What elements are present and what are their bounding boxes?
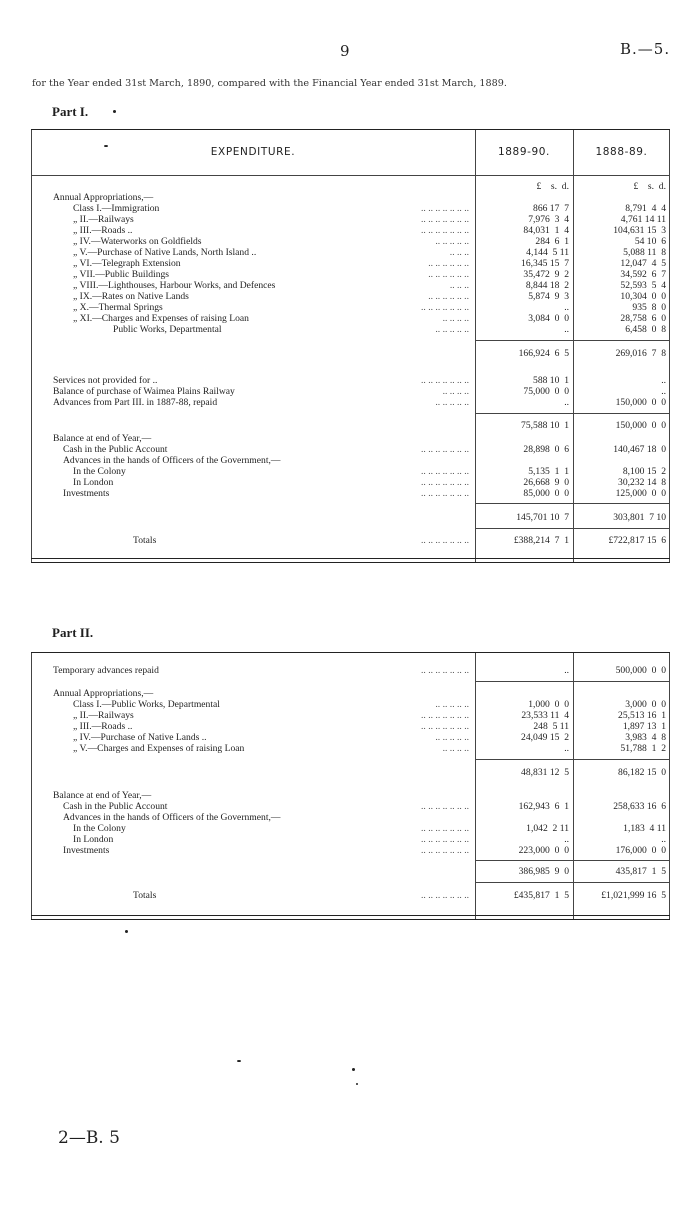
table-row [31,732,670,743]
row-label: Advances in the hands of Officers of the Government,— [63,812,281,823]
amount-1888-89: 52,593 5 4 [620,280,666,291]
table-row [31,710,670,721]
table-row [31,433,670,444]
amount-1888-89: 435,817 1 5 [615,866,666,877]
table-row [31,313,670,324]
amount-1889-90: 145,701 10 7 [516,512,569,523]
amount-1888-89: .. [661,386,666,397]
leader-dots: .. .. .. .. .. .. .. [421,665,469,676]
leader-dots: .. .. .. .. .. .. .. [421,203,469,214]
amount-1889-90: 1,042 2 11 [526,823,569,834]
amount-1889-90: 162,943 6 1 [518,801,569,812]
amount-1888-89: 140,467 18 0 [613,444,666,455]
table-row [31,801,670,812]
amount-1888-89: .. [661,375,666,386]
amount-1889-90: £435,817 1 5 [513,890,569,901]
subtotal-rule [475,759,669,760]
row-label: In the Colony [73,823,126,834]
paper-speck [113,110,116,113]
leader-dots: .. .. .. .. .. [435,324,469,335]
amount-1888-89: £1,021,999 16 5 [601,890,666,901]
page-footer: 2—B. 5 [58,1128,120,1148]
amount-1889-90: 5,135 1 1 [528,466,569,477]
row-label: Annual Appropriations,— [53,688,154,699]
amount-1888-89: 5,088 11 8 [623,247,666,258]
leader-dots: .. .. .. .. .. .. .. [421,375,469,386]
leader-dots: .. .. .. .. .. .. .. [421,225,469,236]
leader-dots: .. .. .. [449,280,469,291]
amount-1889-90: 248 5 11 [533,721,569,732]
table-row [31,302,670,313]
year-1888-89-header: 1888-89. [595,145,648,158]
row-label: „ II.—Railways [73,214,134,225]
table-row [31,665,670,676]
row-label: „ VI.—Telegraph Extension [73,258,181,269]
currency-units: £ s. d. [633,181,666,192]
row-label: Class I.—Immigration [73,203,160,214]
amount-1889-90: 166,924 6 5 [518,348,569,359]
row-label: Balance at end of Year,— [53,433,152,444]
paper-speck [352,1068,355,1071]
table-row [31,247,670,258]
amount-1889-90: .. [564,397,569,408]
row-label: „ III.—Roads .. [73,721,133,732]
amount-1888-89: 10,304 0 0 [620,291,666,302]
table-row [31,699,670,710]
subtotal-rule [475,860,669,861]
table-row [31,743,670,754]
amount-1889-90: £388,214 7 1 [513,535,569,546]
row-label: Totals [133,890,157,901]
paper-speck [237,1060,241,1062]
leader-dots: .. .. .. .. .. .. .. [421,710,469,721]
table-row [31,375,670,386]
amount-1889-90: 75,588 10 1 [521,420,569,431]
amount-1888-89: 28,758 6 0 [620,313,666,324]
amount-1889-90: 284 6 1 [535,236,569,247]
amount-1889-90: .. [564,743,569,754]
expenditure-column-header: EXPENDITURE. [210,145,296,158]
leader-dots: .. .. .. .. .. .. .. [421,845,469,856]
amount-1888-89: 269,016 7 8 [615,348,666,359]
leader-dots: .. .. .. .. .. [435,397,469,408]
subtotal-rule [475,882,669,883]
table-row [31,845,670,856]
page-caption: for the Year ended 31st March, 1890, compared with the Financial Year ended 31st March, 1889. [32,78,507,89]
leader-dots: .. .. .. .. .. .. .. [421,823,469,834]
row-label: „ III.—Roads .. [73,225,133,236]
table-row [31,225,670,236]
amount-1888-89: £722,817 15 6 [608,535,666,546]
amount-1889-90: 75,000 0 0 [523,386,569,397]
leader-dots: .. .. .. .. .. [435,699,469,710]
row-label: Annual Appropriations,— [53,192,154,203]
table-row [31,535,670,546]
table-row [31,258,670,269]
amount-1888-89: 34,592 6 7 [620,269,666,280]
amount-1889-90: .. [564,665,569,676]
amount-1889-90: .. [564,324,569,335]
table-row [31,203,670,214]
row-label: Balance at end of Year,— [53,790,152,801]
amount-1888-89: 54 10 6 [634,236,666,247]
page-number: 9 [340,42,350,60]
amount-1889-90: 3,084 0 0 [528,313,569,324]
table-row [31,834,670,845]
row-label: Totals [133,535,157,546]
amount-1888-89: 258,633 16 6 [613,801,666,812]
table-row [31,512,670,523]
table-row [31,812,670,823]
amount-1889-90: 85,000 0 0 [523,488,569,499]
paper-speck [356,1083,358,1085]
amount-1889-90: 24,049 15 2 [521,732,569,743]
row-label: „ XI.—Charges and Expenses of raising Loan [73,313,249,324]
amount-1889-90: 23,533 11 4 [521,710,569,721]
row-label: Advances in the hands of Officers of the Government,— [63,455,281,466]
amount-1888-89: 86,182 15 0 [618,767,666,778]
amount-1888-89: 1,183 4 11 [623,823,666,834]
row-label: „ V.—Charges and Expenses of raising Loan [73,743,245,754]
leader-dots: .. .. .. .. .. .. .. [421,302,469,313]
table-row [31,269,670,280]
row-label: „ V.—Purchase of Native Lands, North Island .. [73,247,257,258]
table-row [31,767,670,778]
amount-1888-89: 125,000 0 0 [615,488,666,499]
table-row [31,477,670,488]
row-label: „ X.—Thermal Springs [73,302,163,313]
table-row [31,790,670,801]
subtotal-rule [475,340,669,341]
table-row [31,721,670,732]
part-one-title: Part I. [52,104,89,119]
expenditure-table-part-two [31,652,670,920]
row-label: „ II.—Railways [73,710,134,721]
row-label: „ IV.—Purchase of Native Lands .. [73,732,207,743]
subtotal-rule [475,503,669,504]
amount-1888-89: 1,897 13 1 [622,721,666,732]
leader-dots: .. .. .. .. .. .. [428,269,469,280]
table-row [31,291,670,302]
subtotal-rule [475,528,669,529]
row-label: Balance of purchase of Waimea Plains Railway [53,386,235,397]
leader-dots: .. .. .. .. .. [435,732,469,743]
amount-1888-89: 935 8 0 [632,302,666,313]
currency-units: £ s. d. [536,181,569,192]
row-label: In London [73,477,114,488]
amount-1889-90: 84,031 1 4 [523,225,569,236]
amount-1888-89: 30,232 14 8 [618,477,666,488]
table-row [31,214,670,225]
part-two-title: Part II. [52,625,94,640]
table-row [31,324,670,335]
table-row [31,455,670,466]
table-row [31,488,670,499]
table-row [31,348,670,359]
amount-1888-89: 150,000 0 0 [615,397,666,408]
leader-dots: .. .. .. .. .. .. [428,291,469,302]
amount-1889-90: 8,844 18 2 [525,280,569,291]
table-row [31,688,670,699]
row-label: Investments [63,488,110,499]
row-label: In the Colony [73,466,126,477]
amount-1889-90: 866 17 7 [533,203,569,214]
expenditure-table-part-one [31,129,670,563]
amount-1888-89: 12,047 4 5 [620,258,666,269]
subtotal-rule [475,413,669,414]
paper-speck [125,930,128,933]
leader-dots: .. .. .. .. [442,743,469,754]
amount-1888-89: 3,000 0 0 [625,699,666,710]
amount-1888-89: 51,788 1 2 [620,743,666,754]
leader-dots: .. .. .. .. [442,313,469,324]
amount-1888-89: 8,791 4 4 [625,203,666,214]
row-label: In London [73,834,114,845]
amount-1889-90: .. [564,834,569,845]
year-1889-90-header: 1889-90. [497,145,550,158]
amount-1889-90: 386,985 9 0 [518,866,569,877]
subtotal-rule [475,681,669,682]
table-row [31,236,670,247]
amount-1889-90: 4,144 5 11 [526,247,569,258]
leader-dots: .. .. .. .. .. .. .. [421,535,469,546]
row-label: Cash in the Public Account [63,801,168,812]
leader-dots: .. .. .. .. .. .. .. [421,466,469,477]
amount-1889-90: 35,472 9 2 [523,269,569,280]
table-row [31,444,670,455]
row-label: Class I.—Public Works, Departmental [73,699,220,710]
leader-dots: .. .. .. .. .. .. .. [421,721,469,732]
leader-dots: .. .. .. .. .. .. .. [421,801,469,812]
row-label: Advances from Part III. in 1887-88, repaid [53,397,218,408]
leader-dots: .. .. .. .. .. .. .. [421,477,469,488]
amount-1888-89: 303,801 7 10 [613,512,666,523]
amount-1888-89: 8,100 15 2 [622,466,666,477]
amount-1889-90: 7,976 3 4 [528,214,569,225]
amount-1888-89: 500,000 0 0 [615,665,666,676]
amount-1889-90: 223,000 0 0 [518,845,569,856]
table-row [31,890,670,901]
amount-1889-90: 28,898 0 6 [523,444,569,455]
amount-1888-89: 25,513 16 1 [618,710,666,721]
amount-1889-90: .. [564,302,569,313]
leader-dots: .. .. .. .. .. .. [428,258,469,269]
amount-1888-89: 3,983 4 8 [625,732,666,743]
leader-dots: .. .. .. .. .. .. .. [421,834,469,845]
table-row [31,866,670,877]
row-label: Public Works, Departmental [113,324,222,335]
amount-1889-90: 5,874 9 3 [528,291,569,302]
table-header [31,130,670,176]
row-label: Temporary advances repaid [53,665,159,676]
document-reference: B.—5. [620,40,671,58]
amount-1888-89: 4,761 14 11 [620,214,666,225]
amount-1888-89: 6,458 0 8 [625,324,666,335]
leader-dots: .. .. .. .. .. .. .. [421,444,469,455]
amount-1888-89: .. [661,834,666,845]
row-label: „ VII.—Public Buildings [73,269,170,280]
leader-dots: .. .. .. .. .. .. .. [421,488,469,499]
leader-dots: .. .. .. .. .. .. .. [421,890,469,901]
row-label: „ IX.—Rates on Native Lands [73,291,189,302]
leader-dots: .. .. .. [449,247,469,258]
amount-1889-90: 16,345 15 7 [521,258,569,269]
leader-dots: .. .. .. .. .. [435,236,469,247]
amount-1889-90: 1,000 0 0 [528,699,569,710]
amount-1889-90: 588 10 1 [533,375,569,386]
row-label: „ VIII.—Lighthouses, Harbour Works, and Defences [73,280,276,291]
row-label: Services not provided for .. [53,375,158,386]
table-row [31,280,670,291]
amount-1888-89: 104,631 15 3 [613,225,666,236]
amount-1888-89: 176,000 0 0 [615,845,666,856]
amount-1889-90: 26,668 9 0 [523,477,569,488]
table-row [31,386,670,397]
table-row [31,420,670,431]
row-label: Cash in the Public Account [63,444,168,455]
table-row [31,192,670,203]
amount-1888-89: 150,000 0 0 [615,420,666,431]
leader-dots: .. .. .. .. [442,386,469,397]
row-label: Investments [63,845,110,856]
table-row [31,823,670,834]
table-row [31,466,670,477]
leader-dots: .. .. .. .. .. .. .. [421,214,469,225]
table-row [31,397,670,408]
row-label: „ IV.—Waterworks on Goldfields [73,236,202,247]
amount-1889-90: 48,831 12 5 [521,767,569,778]
